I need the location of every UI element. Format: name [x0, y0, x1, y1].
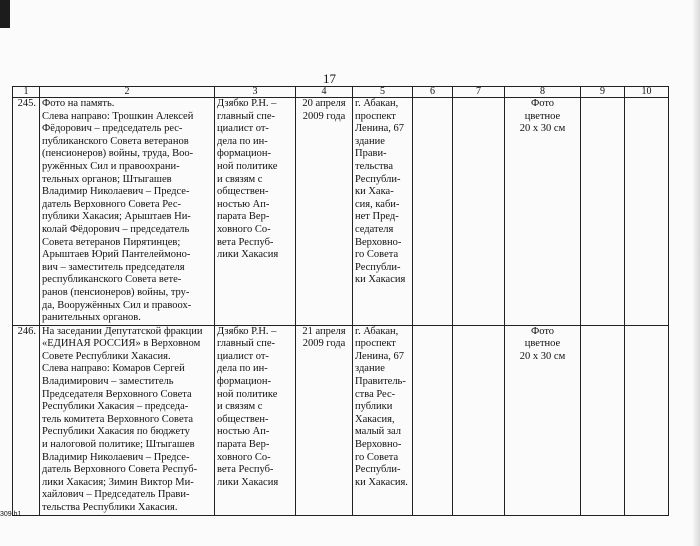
column-header: 5	[353, 87, 413, 98]
description-line: публики Хакасия; Арыштаев Ни-	[42, 211, 191, 223]
author-line: ховного Со-	[217, 223, 271, 235]
author-line: формацион-	[217, 148, 271, 160]
row-number: 245.	[13, 98, 40, 326]
description-line: На заседании Депутатской фракции	[42, 325, 203, 337]
scan-edge-mark	[0, 0, 10, 28]
place-line: здание	[355, 135, 385, 147]
column-header: 7	[453, 87, 505, 98]
column-header: 10	[625, 87, 669, 98]
place-line: публики	[355, 401, 393, 413]
page-edge-shadow	[692, 0, 700, 546]
author-line: главный спе-	[217, 338, 275, 350]
place-line: Правитель-	[355, 376, 406, 388]
place-line: ки Хакасия	[355, 274, 406, 286]
description-line: Владимирович – заместитель	[42, 376, 174, 388]
photo-place	[353, 325, 413, 515]
photo-format	[505, 98, 581, 326]
description-line: хайлович – Председатель Прави-	[42, 489, 190, 501]
date-line: 21 апреля	[302, 325, 346, 337]
description-line: ружённых Сил и правоохрани-	[42, 160, 180, 172]
column-header: 4	[296, 87, 353, 98]
photo-author	[215, 98, 296, 326]
empty-cell-col10	[625, 98, 669, 326]
description-line: Республики Хакасия по бюджету	[42, 426, 190, 438]
author-line: обществен-	[217, 413, 269, 425]
place-line: проспект	[355, 338, 396, 350]
place-line: ки Хакасия.	[355, 476, 408, 488]
description-line: Фото на память.	[42, 98, 115, 109]
place-line: нет Пред-	[355, 211, 399, 223]
description-line: (пенсионеров) войны, труда, Воо-	[42, 148, 194, 160]
place-line: малый зал	[355, 426, 402, 438]
description-line: Республики Хакасия – председа-	[42, 401, 189, 413]
place-line: г. Абакан,	[355, 325, 399, 337]
column-number-row	[13, 87, 669, 98]
author-line: ной политике	[217, 160, 278, 172]
empty-cell-col6	[413, 98, 453, 326]
description-line: Фёдорович – председатель рес-	[42, 123, 183, 135]
description-line: и налоговой политике; Штыгашев	[42, 439, 195, 451]
place-line: ки Хака-	[355, 186, 394, 198]
empty-cell-col9	[581, 325, 625, 515]
format-line: цветное	[524, 338, 561, 350]
place-line: Ленина, 67	[355, 350, 404, 362]
description-line: ранов (пенсионеров) войны, тру-	[42, 286, 190, 298]
format-line: цветное	[524, 110, 561, 122]
description-line: колай Фёдорович – председатель	[42, 223, 190, 235]
row-number: 246.	[13, 325, 40, 515]
empty-cell-col6	[413, 325, 453, 515]
place-line: седателя	[355, 223, 394, 235]
description-line: тельных органов; Штыгашев	[42, 173, 172, 185]
place-line: здание	[355, 363, 385, 375]
place-line: Верховно-	[355, 439, 402, 451]
author-line: обществен-	[217, 186, 269, 198]
author-line: ной политике	[217, 388, 278, 400]
author-line: ностью Ап-	[217, 426, 270, 438]
author-line: дела по ин-	[217, 135, 268, 147]
format-line: 20 х 30 см	[519, 350, 566, 362]
photo-date	[296, 98, 353, 326]
author-line: циалист от-	[217, 350, 269, 362]
author-line: Дзябко Р.Н. –	[217, 325, 277, 337]
date-line: 2009 года	[302, 338, 346, 350]
author-line: лики Хакасия	[217, 476, 279, 488]
description-line: республиканского Совета вете-	[42, 274, 182, 286]
format-line: Фото	[530, 325, 555, 337]
description-line: ранительных органов.	[42, 312, 141, 324]
place-line: тельства	[355, 160, 394, 172]
description-line: лики Хакасия; Зимин Виктор Ми-	[42, 476, 194, 488]
place-line: Ленина, 67	[355, 123, 404, 135]
place-line: Республи-	[355, 261, 401, 273]
photo-date	[296, 325, 353, 515]
place-line: Прави-	[355, 148, 387, 160]
photo-description	[40, 325, 215, 515]
author-line: и связям с	[217, 173, 263, 185]
description-line: датель Верховного Совета Рес-	[42, 198, 181, 210]
format-line: 20 х 30 см	[519, 123, 566, 135]
author-line: лики Хакасия	[217, 249, 279, 261]
description-line: Слева направо: Комаров Сергей	[42, 363, 185, 375]
author-line: вета Респуб-	[217, 236, 274, 248]
place-line: го Совета	[355, 451, 399, 463]
photo-format	[505, 325, 581, 515]
place-line: проспект	[355, 110, 396, 122]
place-line: Верховно-	[355, 236, 402, 248]
empty-cell-col9	[581, 98, 625, 326]
place-line: сия, каби-	[355, 198, 400, 210]
description-line: тель комитета Верховного Совета	[42, 413, 193, 425]
author-line: дела по ин-	[217, 363, 268, 375]
description-line: Владимир Николаевич – Предсе-	[42, 451, 190, 463]
author-line: циалист от-	[217, 123, 269, 135]
place-line: Республи-	[355, 464, 401, 476]
place-line: Хакасия,	[355, 413, 395, 425]
author-line: формацион-	[217, 376, 271, 388]
format-line: Фото	[530, 98, 555, 109]
description-line: да, Вооружённых Сил и правоох-	[42, 299, 192, 311]
column-header: 2	[40, 87, 215, 98]
description-line: Совете Республики Хакасия.	[42, 350, 171, 362]
description-line: Председателя Верховного Совета	[42, 388, 192, 400]
author-line: главный спе-	[217, 110, 275, 122]
date-line: 2009 года	[302, 110, 346, 122]
author-line: ховного Со-	[217, 451, 271, 463]
author-line: ностью Ап-	[217, 198, 270, 210]
table-row	[13, 325, 669, 515]
empty-cell-col7	[453, 325, 505, 515]
place-line: ства Рес-	[355, 388, 396, 400]
date-line: 20 апреля	[302, 98, 346, 109]
author-line: парата Вер-	[217, 211, 270, 223]
description-line: Арыштаев Юрий Пантелеймоно-	[42, 249, 191, 261]
footer-code: 309 h1	[0, 511, 22, 518]
place-line: г. Абакан,	[355, 98, 399, 109]
column-header: 8	[505, 87, 581, 98]
photo-place	[353, 98, 413, 326]
description-line: Слева направо: Трошкин Алексей	[42, 110, 194, 122]
column-header: 1	[13, 87, 40, 98]
photo-description	[40, 98, 215, 326]
description-line: вич – заместитель председателя	[42, 261, 185, 273]
empty-cell-col10	[625, 325, 669, 515]
column-header: 3	[215, 87, 296, 98]
page-number: 17	[323, 71, 336, 86]
place-line: го Совета	[355, 249, 399, 261]
description-line: Владимир Николаевич – Предсе-	[42, 186, 190, 198]
description-line: тельства Республики Хакасия.	[42, 502, 178, 513]
author-line: вета Респуб-	[217, 464, 274, 476]
photo-register-table	[12, 86, 669, 516]
description-line: публиканского Совета ветеранов	[42, 135, 189, 147]
photo-author	[215, 325, 296, 515]
author-line: Дзябко Р.Н. –	[217, 98, 277, 109]
description-line: датель Верховного Совета Респуб-	[42, 464, 198, 476]
column-header: 6	[413, 87, 453, 98]
author-line: парата Вер-	[217, 439, 270, 451]
author-line: и связям с	[217, 401, 263, 413]
table-row	[13, 98, 669, 326]
place-line: Республи-	[355, 173, 401, 185]
empty-cell-col7	[453, 98, 505, 326]
column-header: 9	[581, 87, 625, 98]
description-line: Совета ветеранов Пирятинцев;	[42, 236, 181, 248]
description-line: «ЕДИНАЯ РОССИЯ» в Верховном	[42, 338, 201, 350]
